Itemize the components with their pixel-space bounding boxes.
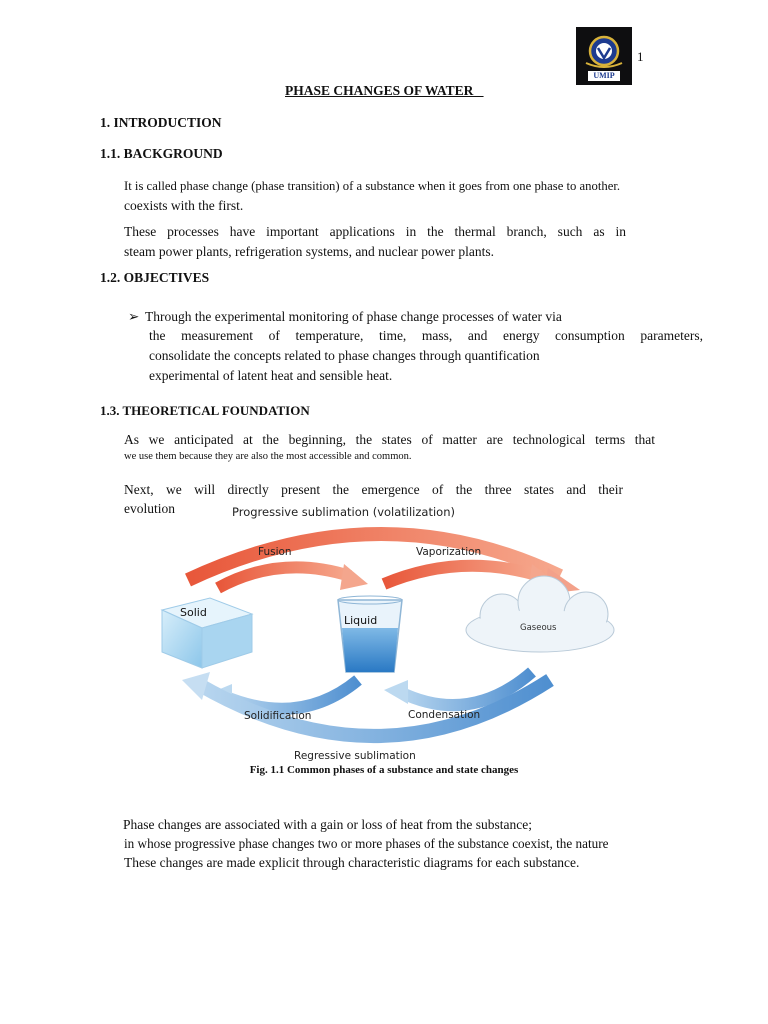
logo-text: UMIP <box>593 71 615 80</box>
regressive-sublimation-label: Regressive sublimation <box>294 750 416 762</box>
theory-paragraph-line: Next, we will directly present the emergence of the three states and their <box>124 482 623 497</box>
objectives-line: Through the experimental monitoring of phase change processes of water via <box>145 309 562 324</box>
fusion-arrowhead <box>340 564 368 590</box>
liquid-label: Liquid <box>344 614 378 627</box>
objectives-line: consolidate the concepts related to phase changes through quantification <box>149 348 540 363</box>
vaporization-label: Vaporization <box>416 546 482 558</box>
figure-caption: Fig. 1.1 Common phases of a substance and state changes <box>249 764 519 776</box>
university-logo <box>576 27 632 85</box>
section-background-heading: 1.1. BACKGROUND <box>100 146 223 161</box>
theory-paragraph-line: we use them because they are also the most accessible and common. <box>124 451 412 462</box>
solid-label: Solid <box>180 606 207 619</box>
closing-paragraph-line: These changes are made explicit through characteristic diagrams for each substance. <box>124 855 580 870</box>
phase-change-illustration <box>140 500 650 765</box>
objectives-line: the measurement of temperature, time, mass, and energy consumption parameters, <box>149 328 703 343</box>
theory-paragraph-line: evolution <box>124 501 175 516</box>
gaseous-label: Gaseous <box>520 623 557 633</box>
page-title: PHASE CHANGES OF WATER <box>285 83 484 98</box>
progressive-sublimation-label: Progressive sublimation (volatilization) <box>232 505 455 519</box>
glass-of-water-icon <box>338 596 402 672</box>
closing-paragraph-line: in whose progressive phase changes two or more phases of the substance coexist, the nature <box>124 836 609 851</box>
section-theory-heading: 1.3. THEORETICAL FOUNDATION <box>100 403 310 418</box>
ice-cube-icon <box>162 598 252 668</box>
condensation-label: Condensation <box>408 709 481 721</box>
section-introduction-heading: 1. INTRODUCTION <box>100 115 222 130</box>
section-objectives-heading: 1.2. OBJECTIVES <box>100 270 210 285</box>
condensation-arrowhead <box>384 680 408 704</box>
bullet-arrow-icon: ➢ <box>128 309 140 324</box>
solidification-label: Solidification <box>244 710 312 722</box>
background-paragraph-line: It is called phase change (phase transition) of a substance when it goes from one phase to another. <box>124 179 621 193</box>
page-number: 1 <box>637 49 644 64</box>
closing-paragraph-line: Phase changes are associated with a gain or loss of heat from the substance; <box>123 817 532 832</box>
theory-paragraph-line: As we anticipated at the beginning, the states of matter are technological terms that <box>124 432 655 447</box>
objectives-line: experimental of latent heat and sensible heat. <box>149 368 393 383</box>
vaporization-arrow <box>384 566 540 584</box>
phase-change-diagram <box>140 500 650 765</box>
background-paragraph-line: These processes have important applications in the thermal branch, such as in <box>124 224 626 239</box>
background-paragraph-line: coexists with the first. <box>124 198 244 213</box>
background-paragraph-line: steam power plants, refrigeration systems, and nuclear power plants. <box>124 244 495 259</box>
fusion-arrow <box>218 567 350 588</box>
cloud-icon <box>466 576 614 652</box>
fusion-label: Fusion <box>258 546 292 558</box>
